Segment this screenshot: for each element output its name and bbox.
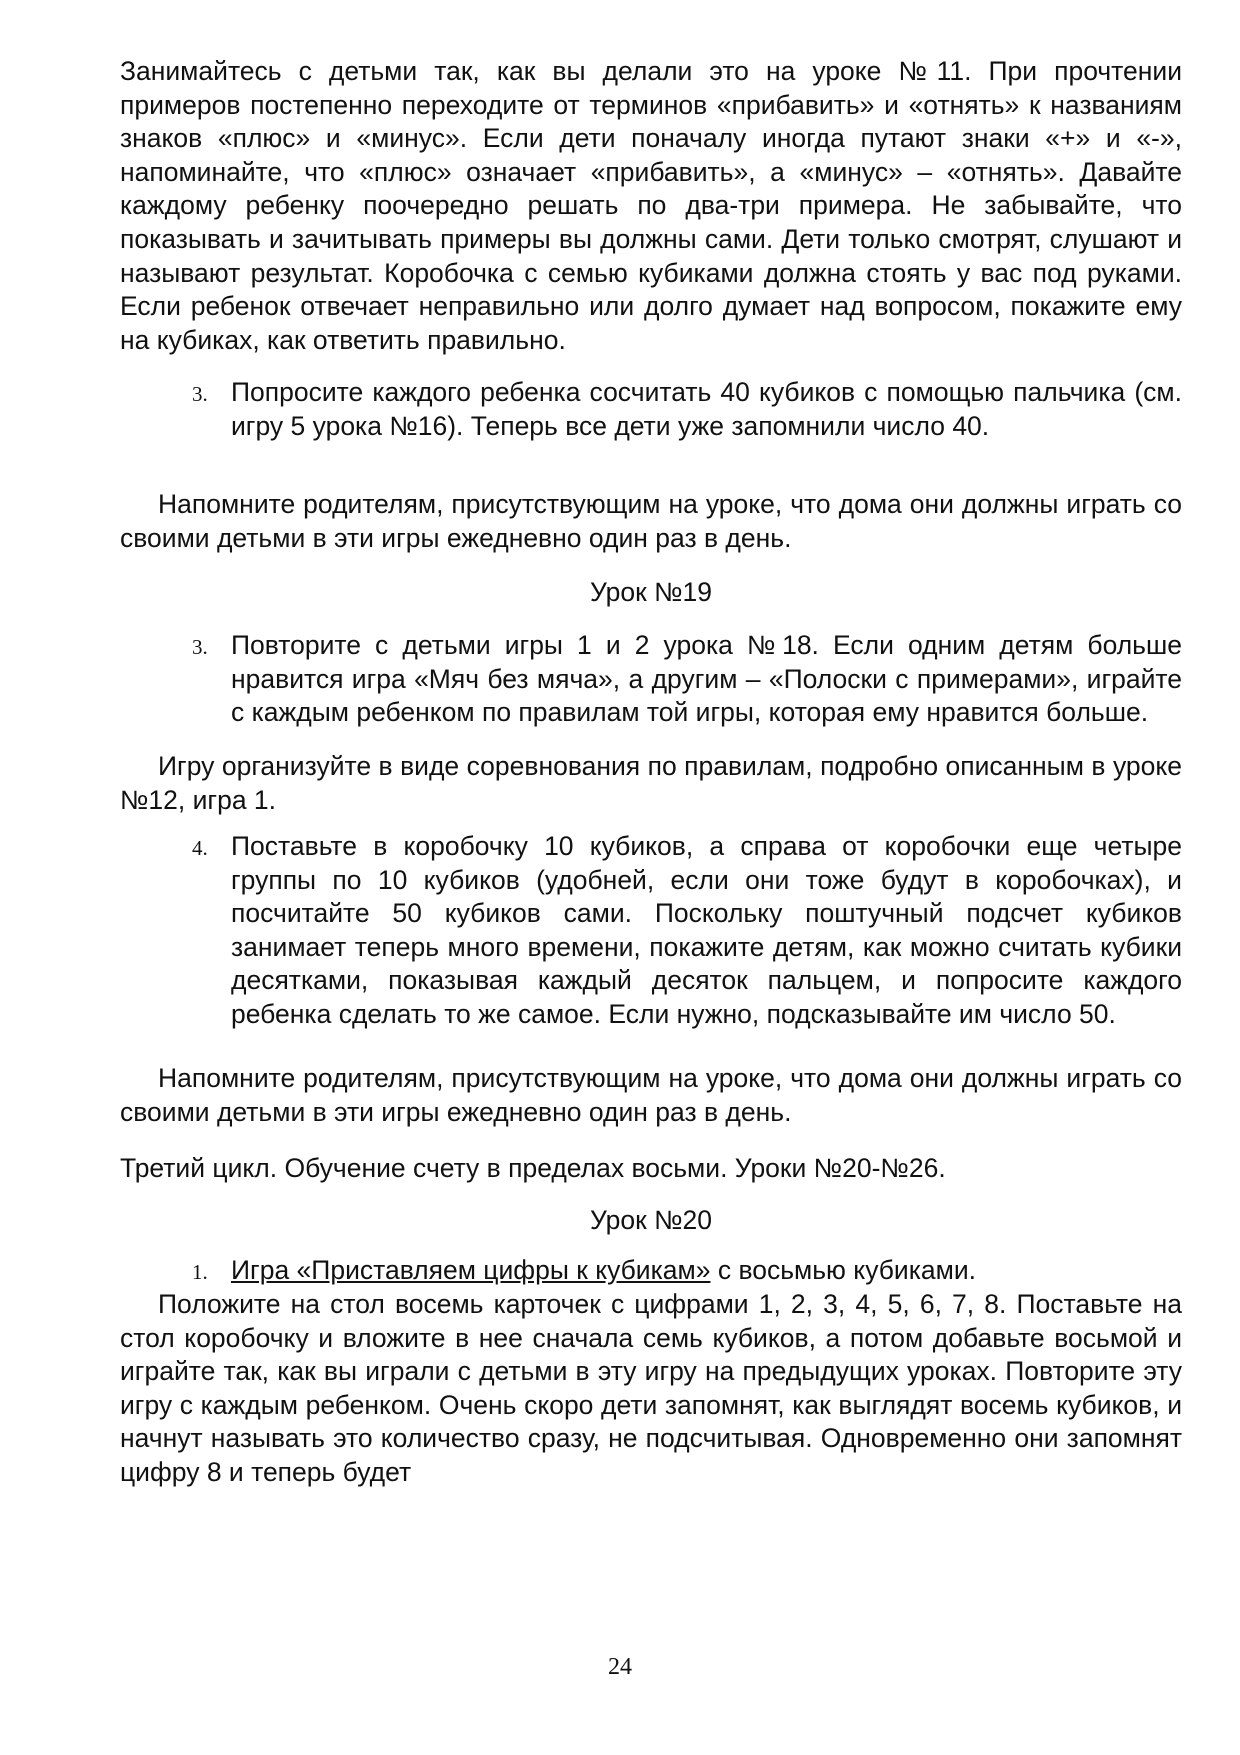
list-item-number: 4. xyxy=(192,836,208,860)
paragraph-parents-reminder-2: Напомните родителям, присутствующим на уроке, что дома они должны играть со своими детьми в эти игры ежедневно один раз в день. xyxy=(120,1063,1182,1127)
list-item-text: Попросите каждого ребенка сосчитать 40 кубиков с помощью пальчика (см. игру 5 урока №16). Теперь все дети уже запомнили число 40. xyxy=(231,377,1182,441)
list-item-text: Повторите с детьми игры 1 и 2 урока №18. Если одним детям больше нравится игра «Мяч без мяча», а другим – «Полоски с примерами», играйте с каждым ребенком по правилам той игры, которая ему нравится больше. xyxy=(231,630,1182,728)
game-title-link: Игра «Приставляем цифры к кубикам» xyxy=(231,1255,711,1285)
paragraph-competition: Игру организуйте в виде соревнования по правилам, подробно описанным в уроке №12, игра 1. xyxy=(120,751,1182,815)
list-item-text xyxy=(231,1254,1182,1288)
list-item-count-40 xyxy=(120,376,1182,443)
list-item-number: 1. xyxy=(192,1260,208,1284)
paragraph-eight-cards: Положите на стол восемь карточек с цифрами 1, 2, 3, 4, 5, 6, 7, 8. Поставьте на стол коробочку и вложите в нее сначала семь кубиков, а потом добавьте восьмой и играйте так, как вы играли с детьми в эту игру на предыдущих уроках. Повторите эту игру с каждым ребенком. Очень скоро дети запомнят, как выглядят восемь кубиков, и начнут называть это количество сразу, не подсчитывая. Одновременно они запомнят цифру 8 и теперь будет xyxy=(120,1289,1182,1487)
list-item-repeat-games xyxy=(120,629,1182,730)
list-item-number: 3. xyxy=(192,635,208,659)
page-number: 24 xyxy=(608,1654,632,1680)
paragraph-intro: Занимайтесь с детьми так, как вы делали это на уроке №11. При прочтении примеров постепенно переходите от терминов «прибавить» и «отнять» к названиям знаков «плюс» и «минус». Если дети поначалу иногда путают знаки «+» и «-», напоминайте, что «плюс» означает «прибавить», а «минус» – «отнять». Давайте каждому ребенку поочередно решать по два-три примера. Не забывайте, что показывать и зачитывать примеры вы должны сами. Дети только смотрят, слушают и называют результат. Коробочка с семью кубиками должна стоять у вас под руками. Если ребенок отвечает неправильно или долго думает над вопросом, покажите ему на кубиках, как ответить правильно. xyxy=(120,56,1182,355)
game-title-rest: с восьмью кубиками. xyxy=(710,1255,977,1285)
paragraph-parents-reminder-1: Напомните родителям, присутствующим на уроке, что дома они должны играть со своими детьми в эти игры ежедневно один раз в день. xyxy=(120,489,1182,553)
lesson-heading-19: Урок №19 xyxy=(590,577,712,607)
list-item-text: Поставьте в коробочку 10 кубиков, а справа от коробочки еще четыре группы по 10 кубиков (удобней, если они тоже будут в коробочках), и посчитайте 50 кубиков сами. Поскольку поштучный подсчет кубиков занимает теперь много времени, покажите детям, как можно считать кубики десятками, показывая каждый десяток пальцем, и попросите каждого ребенка сделать то же самое. Если нужно, подсказывайте им число 50. xyxy=(231,831,1182,1029)
cycle-title: Третий цикл. Обучение счету в пределах восьми. Уроки №20-№26. xyxy=(120,1153,946,1183)
list-item-digits-game xyxy=(120,1254,1182,1288)
list-item-count-50 xyxy=(120,830,1182,1032)
lesson-heading-20: Урок №20 xyxy=(590,1205,712,1235)
list-item-number: 3. xyxy=(192,382,208,406)
